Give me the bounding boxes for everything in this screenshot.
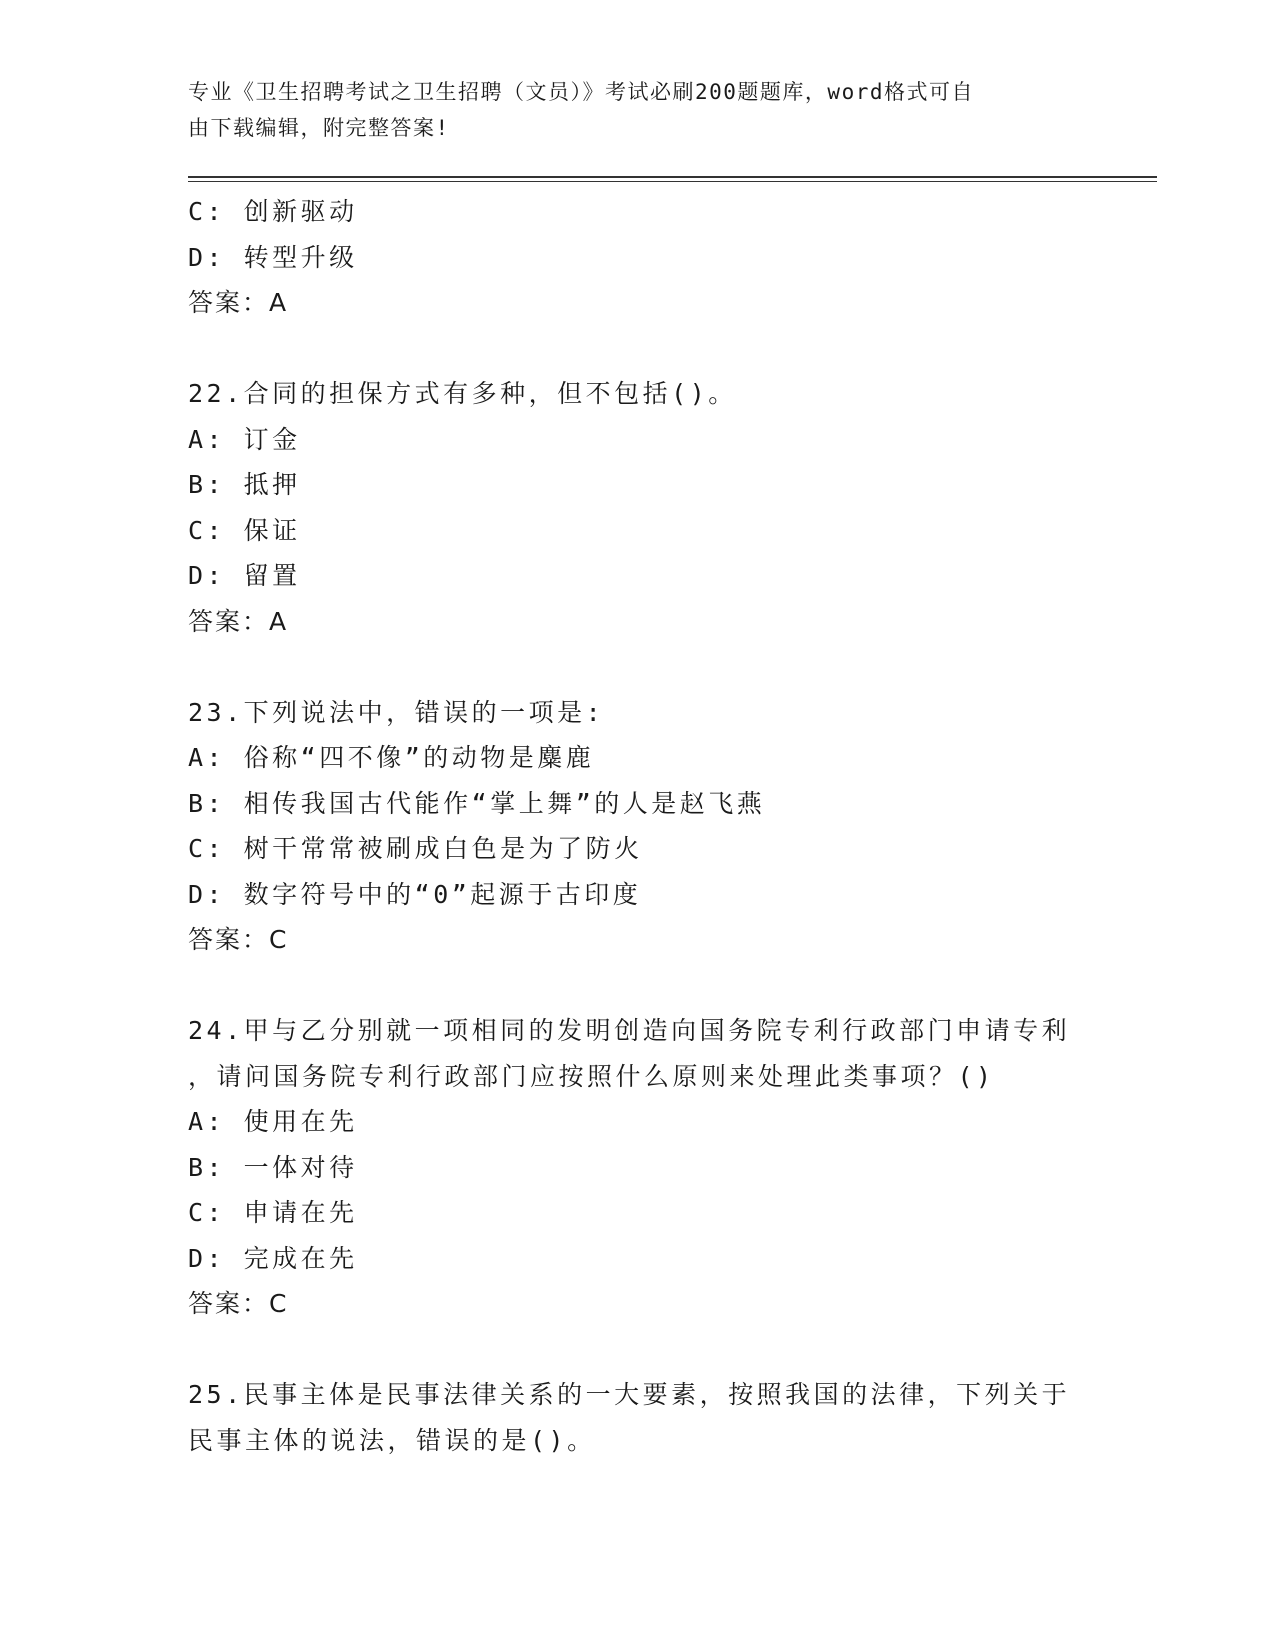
answer-line: 答案：C (188, 925, 289, 954)
option-b: B: 一体对待 (188, 1152, 358, 1182)
answer-line: 答案：A (188, 606, 289, 636)
question-23 (188, 690, 1088, 963)
spacer (188, 1327, 1088, 1373)
question-stem-line-1: 25.民事主体是民事法律关系的一大要素，按照我国的法律，下列关于 (188, 1380, 1071, 1409)
spacer (188, 644, 1088, 690)
option-a: A: 俗称“四不像”的动物是麋鹿 (188, 743, 595, 772)
header-divider-thin (188, 181, 1157, 182)
option-a: A: 使用在先 (188, 1107, 358, 1136)
header-line-1: 专业《卫生招聘考试之卫生招聘（文员）》考试必刷200题题库，word格式可自 (188, 80, 974, 104)
option-b: B: 抵押 (188, 470, 301, 499)
question-list (188, 189, 1088, 1463)
answer-line: 答案：C (188, 1289, 289, 1318)
question-stem-line-1: 24.甲与乙分别就一项相同的发明创造向国务院专利行政部门申请专利 (188, 1016, 1071, 1045)
option-a: A: 订金 (188, 424, 301, 454)
option-b: B: 相传我国古代能作“掌上舞”的人是赵飞燕 (188, 788, 766, 818)
header-line-2: 由下载编辑，附完整答案! (188, 116, 450, 140)
option-d: D: 数字符号中的“0”起源于古印度 (188, 879, 642, 909)
spacer (188, 963, 1088, 1009)
answer-line: 答案：A (188, 288, 289, 317)
header-divider-thick (188, 176, 1157, 178)
option-d: D: 留置 (188, 561, 301, 590)
option-d: D: 完成在先 (188, 1243, 358, 1273)
question-stem-line-2: 民事主体的说法，错误的是()。 (188, 1425, 596, 1455)
option-c: C: 保证 (188, 515, 301, 545)
question-22 (188, 371, 1088, 644)
option-d: D: 转型升级 (188, 242, 358, 272)
option-c: C: 创新驱动 (188, 197, 358, 226)
option-c: C: 树干常常被刷成白色是为了防火 (188, 834, 643, 863)
option-c: C: 申请在先 (188, 1198, 358, 1227)
question-25 (188, 1372, 1088, 1463)
question-stem: 22.合同的担保方式有多种，但不包括()。 (188, 379, 737, 408)
document-header (188, 74, 1068, 146)
question-21-continuation (188, 189, 1088, 326)
question-24 (188, 1008, 1088, 1327)
question-stem: 23.下列说法中，错误的一项是: (188, 697, 605, 727)
spacer (188, 326, 1088, 372)
question-stem-line-2: ，请问国务院专利行政部门应按照什么原则来处理此类事项？() (188, 1061, 995, 1091)
